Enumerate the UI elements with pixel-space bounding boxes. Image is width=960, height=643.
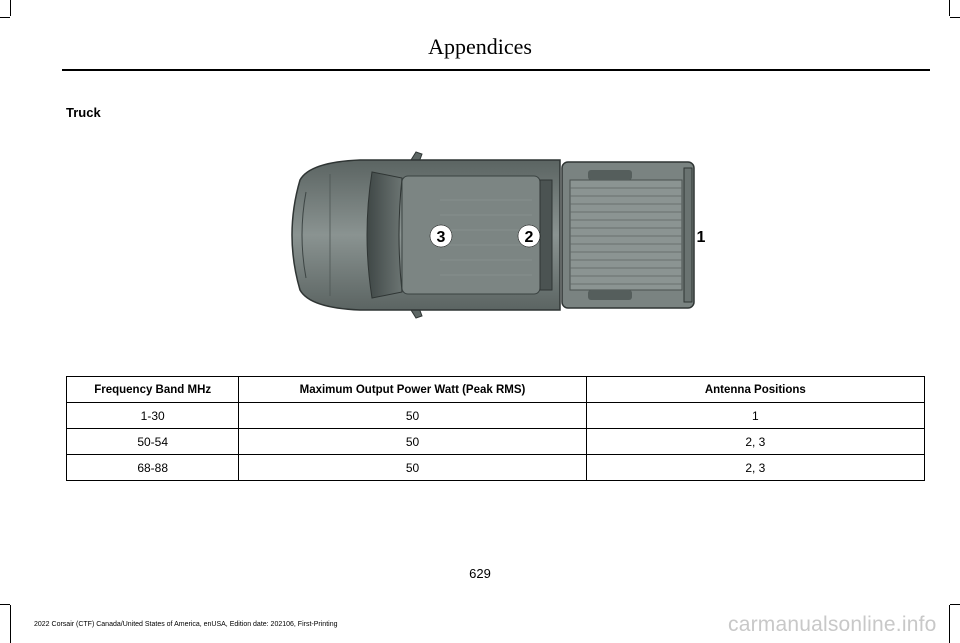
cell-positions: 2, 3 — [586, 429, 924, 455]
table-row — [67, 403, 925, 429]
header-rule — [62, 69, 930, 71]
crop-mark — [950, 17, 960, 18]
crop-mark — [0, 17, 10, 18]
callout-3-label: 3 — [436, 229, 446, 246]
page-number: 629 — [469, 566, 491, 581]
cell-power: 50 — [239, 429, 586, 455]
truck-top-view-illustration — [270, 140, 710, 330]
section-heading: Truck — [66, 105, 101, 120]
callout-2-label: 2 — [524, 229, 534, 246]
header-max-output-power: Maximum Output Power Watt (Peak RMS) — [239, 377, 586, 403]
cell-positions: 1 — [586, 403, 924, 429]
rear-window — [540, 180, 552, 290]
table-header-row — [67, 377, 925, 403]
crop-mark — [10, 0, 11, 16]
table-row — [67, 429, 925, 455]
cell-positions: 2, 3 — [586, 455, 924, 481]
crop-mark — [10, 605, 11, 643]
callout-1-label: 1 — [696, 229, 706, 246]
crop-mark — [949, 605, 950, 643]
crop-mark — [949, 0, 950, 16]
crop-mark — [950, 604, 960, 605]
header-antenna-positions: Antenna Positions — [586, 377, 924, 403]
footer-edition-text: 2022 Corsair (CTF) Canada/United States of America, enUSA, Edition date: 202106, First-Printing — [34, 621, 338, 628]
header-frequency-band: Frequency Band MHz — [67, 377, 239, 403]
antenna-spec-table — [66, 376, 925, 481]
watermark-link[interactable]: carmanualsonline.info — [728, 613, 937, 636]
tailgate — [684, 168, 692, 302]
crop-mark — [0, 604, 10, 605]
cell-frequency: 68-88 — [67, 455, 239, 481]
table-row — [67, 455, 925, 481]
cell-frequency: 50-54 — [67, 429, 239, 455]
windshield — [367, 172, 402, 298]
cell-frequency: 1-30 — [67, 403, 239, 429]
cell-power: 50 — [239, 403, 586, 429]
page-title: Appendices — [428, 34, 532, 59]
cell-power: 50 — [239, 455, 586, 481]
